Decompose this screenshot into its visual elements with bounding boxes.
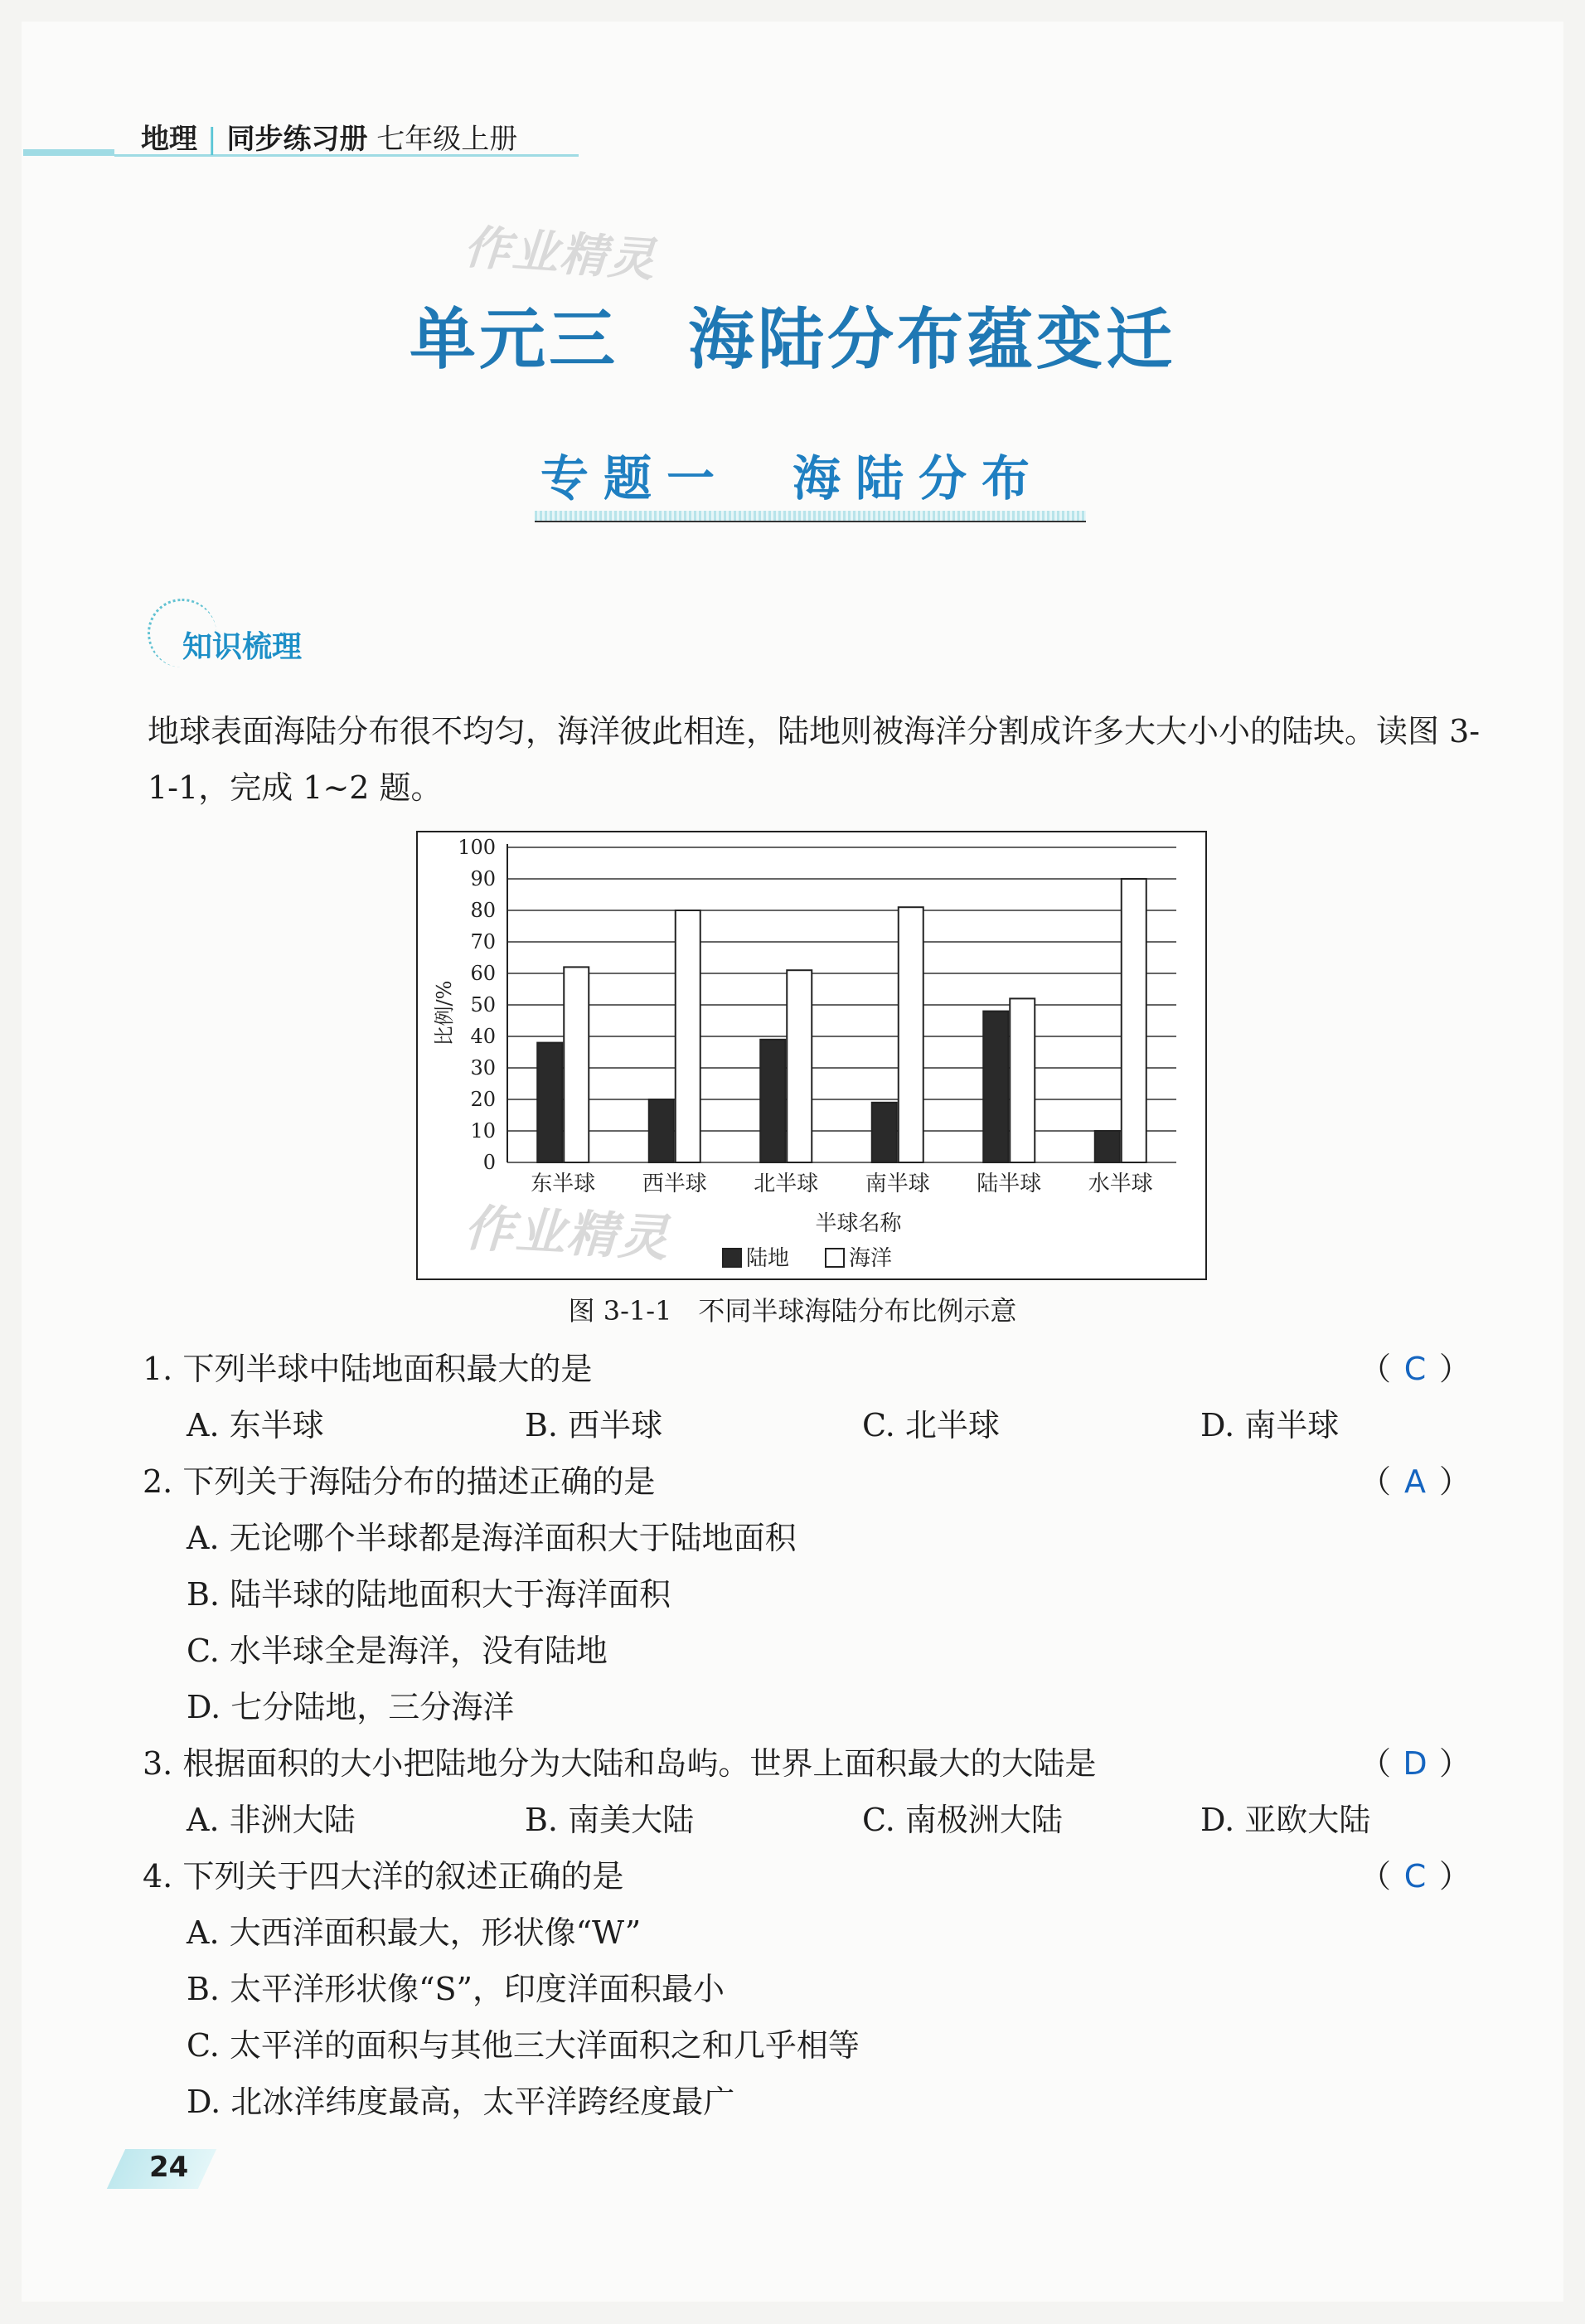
legend-label-ocean: 海洋 — [849, 1246, 893, 1271]
x-tick-label: 陆半球 — [977, 1172, 1042, 1196]
question-2 — [143, 1456, 655, 1502]
bar-ocean — [899, 907, 923, 1162]
question-stem: 根据面积的大小把陆地分为大陆和岛屿。世界上面积最大的大陆是 — [182, 1745, 1097, 1782]
x-tick-label: 水半球 — [1088, 1172, 1153, 1196]
paren-open: （ — [1360, 1463, 1392, 1500]
option: A. 无论哪个半球都是海洋面积大于陆地面积 — [187, 1520, 797, 1556]
header-book: 同步练习册 — [226, 123, 368, 156]
y-tick-label: 0 — [482, 1151, 496, 1174]
bar-land — [1095, 1131, 1120, 1162]
option: A. 东半球 — [187, 1407, 324, 1443]
y-tick-label: 20 — [470, 1088, 496, 1111]
option: B. 南美大陆 — [525, 1802, 695, 1838]
question-stem: 下列半球中陆地面积最大的是 — [182, 1351, 593, 1387]
x-tick-label: 南半球 — [865, 1172, 930, 1196]
x-tick-label: 西半球 — [642, 1172, 707, 1196]
bar-land — [537, 1043, 562, 1162]
question-stem: 下列关于四大洋的叙述正确的是 — [182, 1858, 624, 1895]
paren-open: （ — [1360, 1745, 1392, 1782]
option: B. 太平洋形状像“S”，印度洋面积最小 — [187, 1971, 725, 2007]
bar-ocean — [564, 967, 589, 1162]
question-number: 3. — [143, 1745, 173, 1782]
unit-title: 单元三 海陆分布蕴变迁 — [410, 301, 1175, 378]
x-tick-label: 东半球 — [531, 1172, 596, 1196]
y-tick-label: 50 — [470, 993, 496, 1016]
question-1 — [143, 1343, 592, 1389]
bar-ocean — [1010, 998, 1035, 1162]
bar-ocean — [787, 970, 812, 1162]
option: C. 太平洋的面积与其他三大洋面积之和几乎相等 — [187, 2027, 860, 2064]
option: C. 北半球 — [862, 1407, 1000, 1443]
answer-letter: D — [1403, 1745, 1427, 1782]
option: C. 水半球全是海洋，没有陆地 — [187, 1633, 608, 1669]
option: A. 非洲大陆 — [187, 1802, 356, 1838]
question-3 — [143, 1738, 1096, 1783]
paren-close: ） — [1439, 1463, 1471, 1500]
paren-open: （ — [1360, 1351, 1392, 1387]
bar-ocean — [676, 910, 700, 1162]
option: C. 南极洲大陆 — [862, 1802, 1063, 1838]
page-number-badge — [116, 2144, 240, 2194]
option: D. 亚欧大陆 — [1200, 1802, 1371, 1838]
legend-swatch-ocean — [826, 1249, 844, 1267]
answer-letter: C — [1403, 1858, 1427, 1895]
y-tick-label: 10 — [470, 1119, 496, 1143]
intro-paragraph: 地球表面海陆分布很不均匀，海洋彼此相连，陆地则被海洋分割成许多大大小小的陆块。读图 3-1-1，完成 1~2 题。 — [148, 713, 1481, 806]
header-accent-bar — [23, 149, 114, 156]
y-tick-label: 40 — [470, 1025, 496, 1048]
paren-close: ） — [1439, 1858, 1471, 1895]
y-tick-label: 80 — [470, 899, 496, 922]
y-tick-label: 90 — [470, 867, 496, 890]
section-heading — [148, 599, 347, 673]
bar-land — [649, 1099, 674, 1162]
paren-close: ） — [1439, 1351, 1471, 1387]
question-4 — [143, 1851, 623, 1896]
watermark-chart: 作业精灵 — [463, 1199, 671, 1269]
question-number: 1. — [143, 1351, 173, 1387]
page-number: 24 — [149, 2151, 189, 2184]
y-axis-label: 比例/% — [433, 980, 456, 1046]
answer-letter: A — [1404, 1463, 1427, 1500]
topic-title-underline — [535, 511, 1086, 522]
x-tick-label: 北半球 — [754, 1172, 819, 1196]
legend-label-land: 陆地 — [746, 1246, 790, 1271]
header-subject: 地理 — [141, 123, 197, 156]
question-number: 4. — [143, 1858, 173, 1895]
running-header — [141, 116, 517, 157]
y-tick-label: 100 — [458, 836, 496, 859]
legend-swatch-land — [723, 1249, 741, 1267]
section-label: 知识梳理 — [182, 630, 303, 664]
option: B. 陆半球的陆地面积大于海洋面积 — [187, 1576, 671, 1613]
question-number: 2. — [143, 1463, 173, 1500]
answer-4 — [1360, 1851, 1471, 1896]
topic-title: 专题一 海陆分布 — [540, 450, 1045, 507]
header-grade: 七年级上册 — [376, 123, 518, 156]
paren-close: ） — [1439, 1745, 1471, 1782]
bar-land — [760, 1040, 785, 1162]
answer-1 — [1360, 1343, 1471, 1389]
option: D. 北冰洋纬度最高，太平洋跨经度最广 — [187, 2084, 735, 2120]
option: D. 南半球 — [1200, 1407, 1340, 1443]
question-stem: 下列关于海陆分布的描述正确的是 — [182, 1463, 656, 1500]
watermark-top: 作业精灵 — [462, 220, 658, 289]
y-tick-label: 60 — [470, 962, 496, 985]
option: A. 大西洋面积最大，形状像“W” — [187, 1914, 642, 1951]
answer-letter: C — [1403, 1351, 1427, 1387]
y-tick-label: 30 — [470, 1056, 496, 1080]
option: D. 七分陆地，三分海洋 — [187, 1689, 515, 1725]
header-separator: | — [207, 123, 217, 156]
paren-open: （ — [1360, 1858, 1392, 1895]
answer-2 — [1360, 1456, 1471, 1502]
chart-caption: 图 3-1-1 不同半球海陆分布比例示意 — [568, 1295, 1017, 1327]
x-axis-label: 半球名称 — [815, 1211, 902, 1236]
bar-land — [872, 1103, 897, 1162]
bar-ocean — [1122, 879, 1146, 1162]
option: B. 西半球 — [525, 1407, 663, 1443]
y-tick-label: 70 — [470, 930, 496, 953]
answer-3 — [1360, 1738, 1471, 1783]
bar-land — [983, 1012, 1008, 1162]
